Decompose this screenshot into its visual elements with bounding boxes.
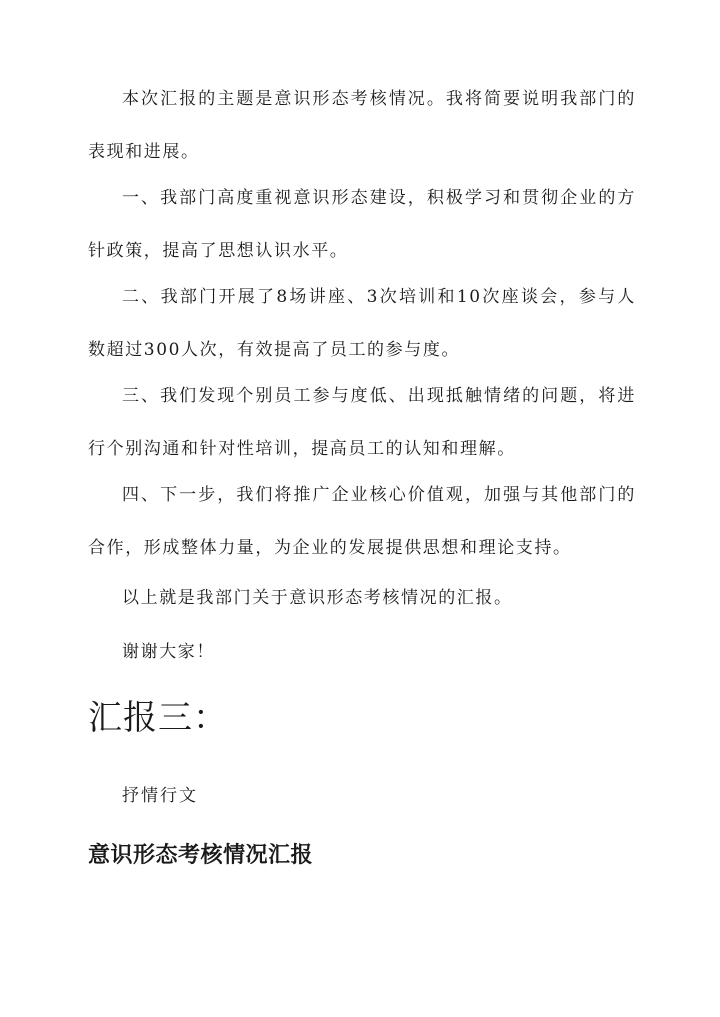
paragraph-point-three: 三、我们发现个别员工参与度低、出现抵触情绪的问题，将进行个别沟通和针对性培训，提高员工的认知和理解。 <box>88 386 636 459</box>
section-heading: 汇报三： <box>88 698 228 738</box>
paragraph-intro: 本次汇报的主题是意识形态考核情况。我将简要说明我部门的表现和进展。 <box>88 89 636 162</box>
section-subtitle: 抒情行文 <box>122 786 198 806</box>
paragraph-point-four: 四、下一步，我们将推广企业核心价值观，加强与其他部门的合作，形成整体力量，为企业的发展提供思想和理论支持。 <box>88 485 636 558</box>
section-title: 意识形态考核情况汇报 <box>88 842 314 868</box>
paragraph-point-two: 二、我部门开展了8场讲座、3次培训和10次座谈会，参与人数超过300人次，有效提高了员工的参与度。 <box>88 287 636 360</box>
paragraph-point-one: 一、我部门高度重视意识形态建设，积极学习和贯彻企业的方针政策，提高了思想认识水平。 <box>88 188 636 261</box>
paragraph-closing: 以上就是我部门关于意识形态考核情况的汇报。 <box>122 588 513 608</box>
paragraph-thanks: 谢谢大家！ <box>122 642 215 662</box>
